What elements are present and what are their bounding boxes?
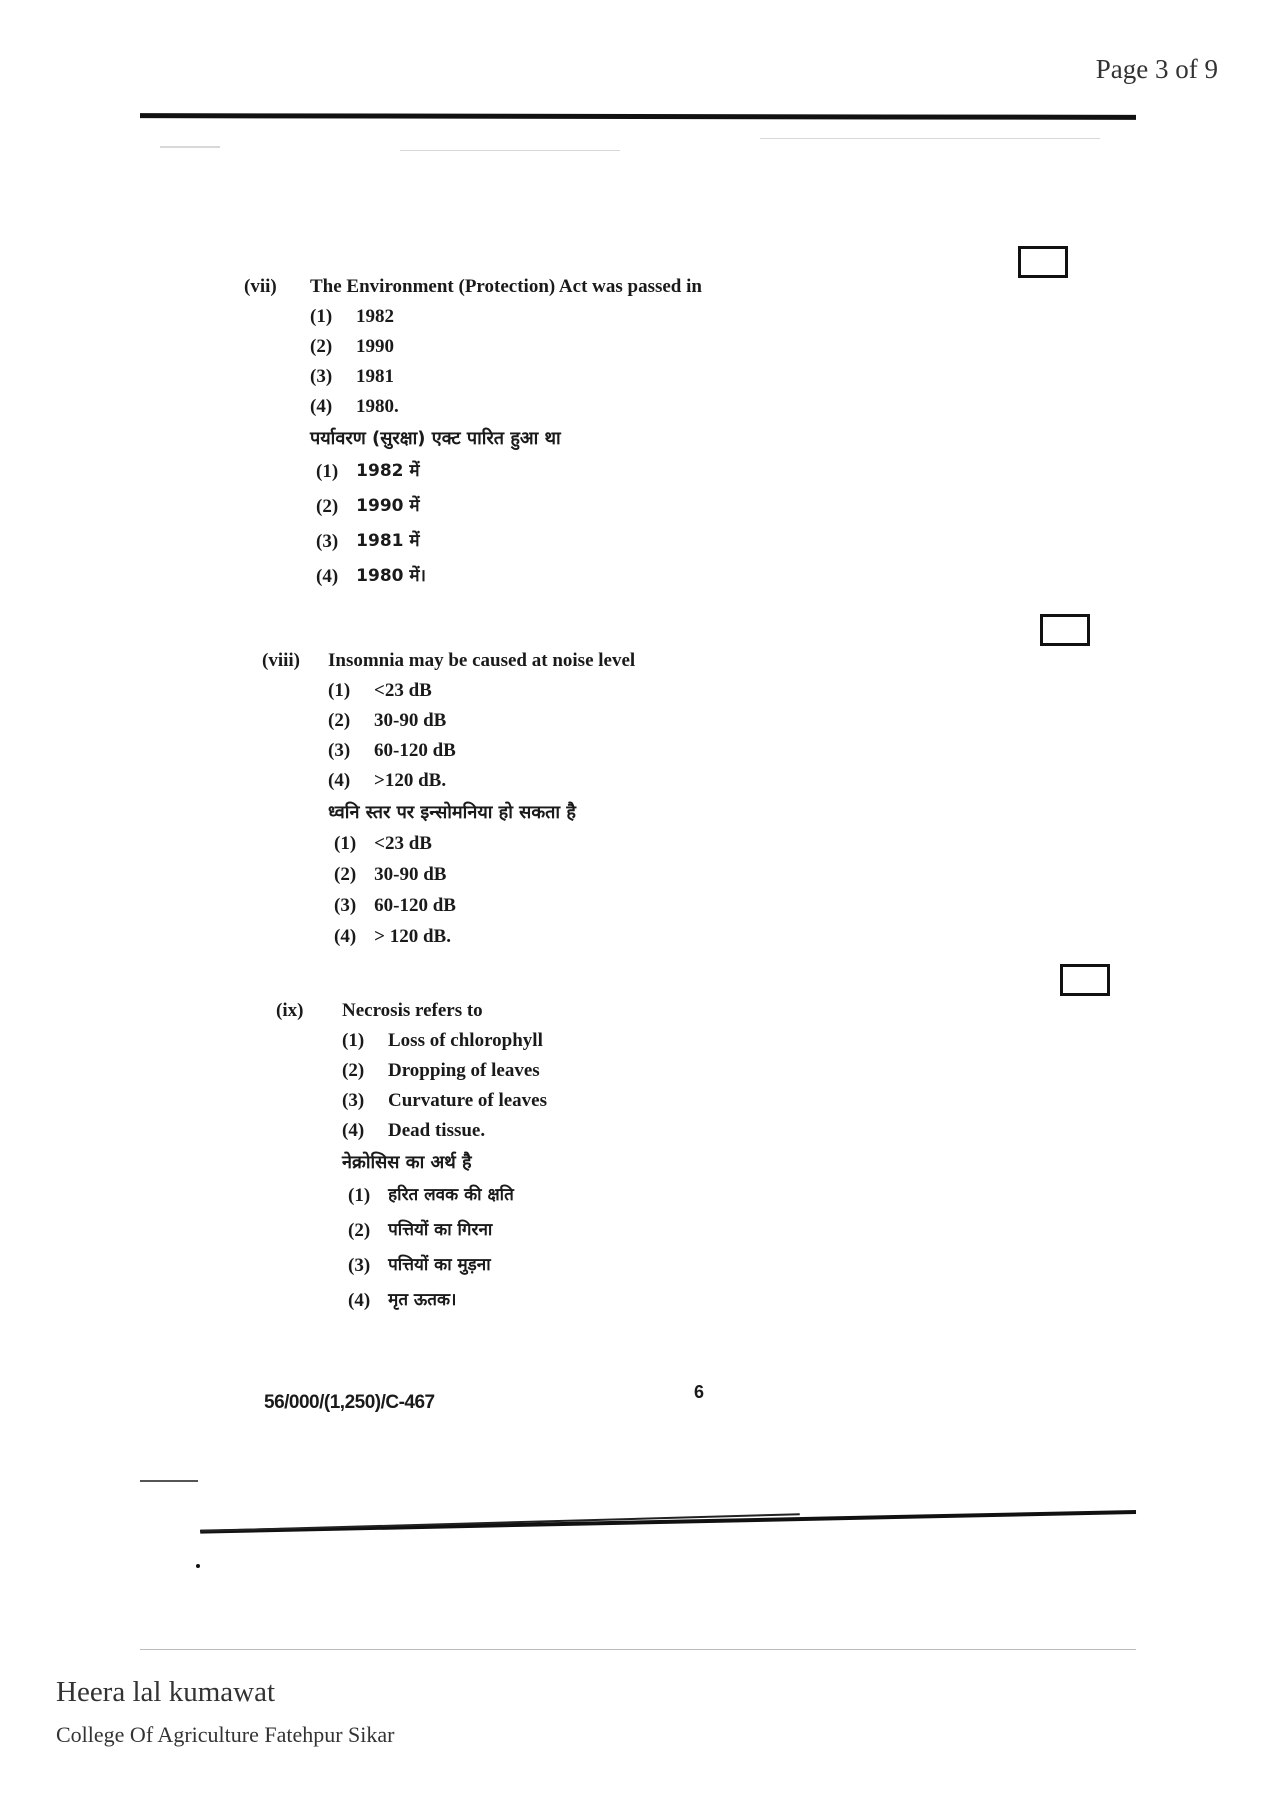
hindi-option: (4) मृत ऊतक। — [348, 1290, 457, 1311]
option: (4) >120 dB. — [328, 770, 447, 791]
hindi-option: (3) 60-120 dB — [334, 895, 456, 916]
scan-artifact-line — [400, 150, 620, 151]
question-text: The Environment (Protection) Act was passed in — [310, 276, 702, 297]
hindi-option-list — [316, 454, 702, 594]
hindi-option: (4) > 120 dB. — [334, 926, 451, 947]
question-text: Insomnia may be caused at noise level — [328, 650, 636, 671]
hindi-option-list — [334, 828, 635, 952]
hindi-option: (1) <23 dB — [334, 833, 432, 854]
question-stem — [262, 646, 635, 676]
scan-artifact-line — [760, 138, 1100, 139]
hindi-question-text: पर्यावरण (सुरक्षा) एक्ट पारित हुआ था — [310, 428, 561, 449]
option-list — [342, 1026, 547, 1146]
option-list — [328, 676, 635, 796]
option: (1) <23 dB — [328, 680, 432, 701]
hindi-option: (3) 1981 में — [316, 531, 420, 552]
hindi-option: (2) 1990 में — [316, 496, 420, 517]
top-rule — [140, 113, 1136, 120]
hindi-option-list — [348, 1178, 547, 1318]
scan-speck — [196, 1564, 200, 1568]
option: (4) Dead tissue. — [342, 1120, 486, 1141]
question-number: (vii) — [244, 276, 277, 297]
hindi-option: (4) 1980 में। — [316, 566, 426, 587]
scan-edge-line — [140, 1480, 198, 1482]
question-viii — [262, 646, 635, 952]
question-stem — [276, 996, 547, 1026]
printed-page-number: 6 — [694, 1382, 705, 1402]
option-list — [310, 302, 702, 422]
college-name: College Of Agriculture Fatehpur Sikar — [56, 1722, 395, 1747]
hindi-option: (1) 1982 में — [316, 461, 420, 482]
hindi-option: (2) पत्तियों का गिरना — [348, 1220, 493, 1241]
question-number: (ix) — [276, 1000, 304, 1021]
option: (1) Loss of chlorophyll — [342, 1030, 543, 1051]
hindi-question-text: नेक्रोसिस का अर्थ है — [342, 1152, 472, 1173]
page-number: Page 3 of 9 — [1095, 54, 1218, 84]
option: (2) Dropping of leaves — [342, 1060, 540, 1081]
option: (3) 60-120 dB — [328, 740, 456, 761]
question-ix — [276, 996, 547, 1318]
option: (2) 1990 — [310, 336, 394, 357]
author-name: Heera lal kumawat — [56, 1676, 276, 1708]
answer-box-viii[interactable] — [1040, 614, 1090, 646]
question-stem — [244, 272, 702, 302]
hindi-option: (1) हरित लवक की क्षति — [348, 1185, 514, 1206]
scan-edge-line — [200, 1510, 1136, 1534]
option: (3) 1981 — [310, 366, 394, 387]
option: (1) 1982 — [310, 306, 394, 327]
bottom-rule — [140, 1649, 1136, 1650]
option: (4) 1980. — [310, 396, 399, 417]
paper-code: 56/000/(1,250)/C-467 — [264, 1392, 435, 1413]
question-vii — [244, 272, 702, 594]
answer-box-ix[interactable] — [1060, 964, 1110, 996]
hindi-question-text: ध्वनि स्तर पर इन्सोमनिया हो सकता है — [328, 802, 576, 823]
question-number: (viii) — [262, 650, 300, 671]
option: (3) Curvature of leaves — [342, 1090, 548, 1111]
hindi-option: (2) 30-90 dB — [334, 864, 447, 885]
answer-box-vii[interactable] — [1018, 246, 1068, 278]
option: (2) 30-90 dB — [328, 710, 447, 731]
hindi-option: (3) पत्तियों का मुड़ना — [348, 1255, 491, 1276]
question-text: Necrosis refers to — [342, 1000, 483, 1021]
scan-artifact-line — [160, 146, 220, 148]
